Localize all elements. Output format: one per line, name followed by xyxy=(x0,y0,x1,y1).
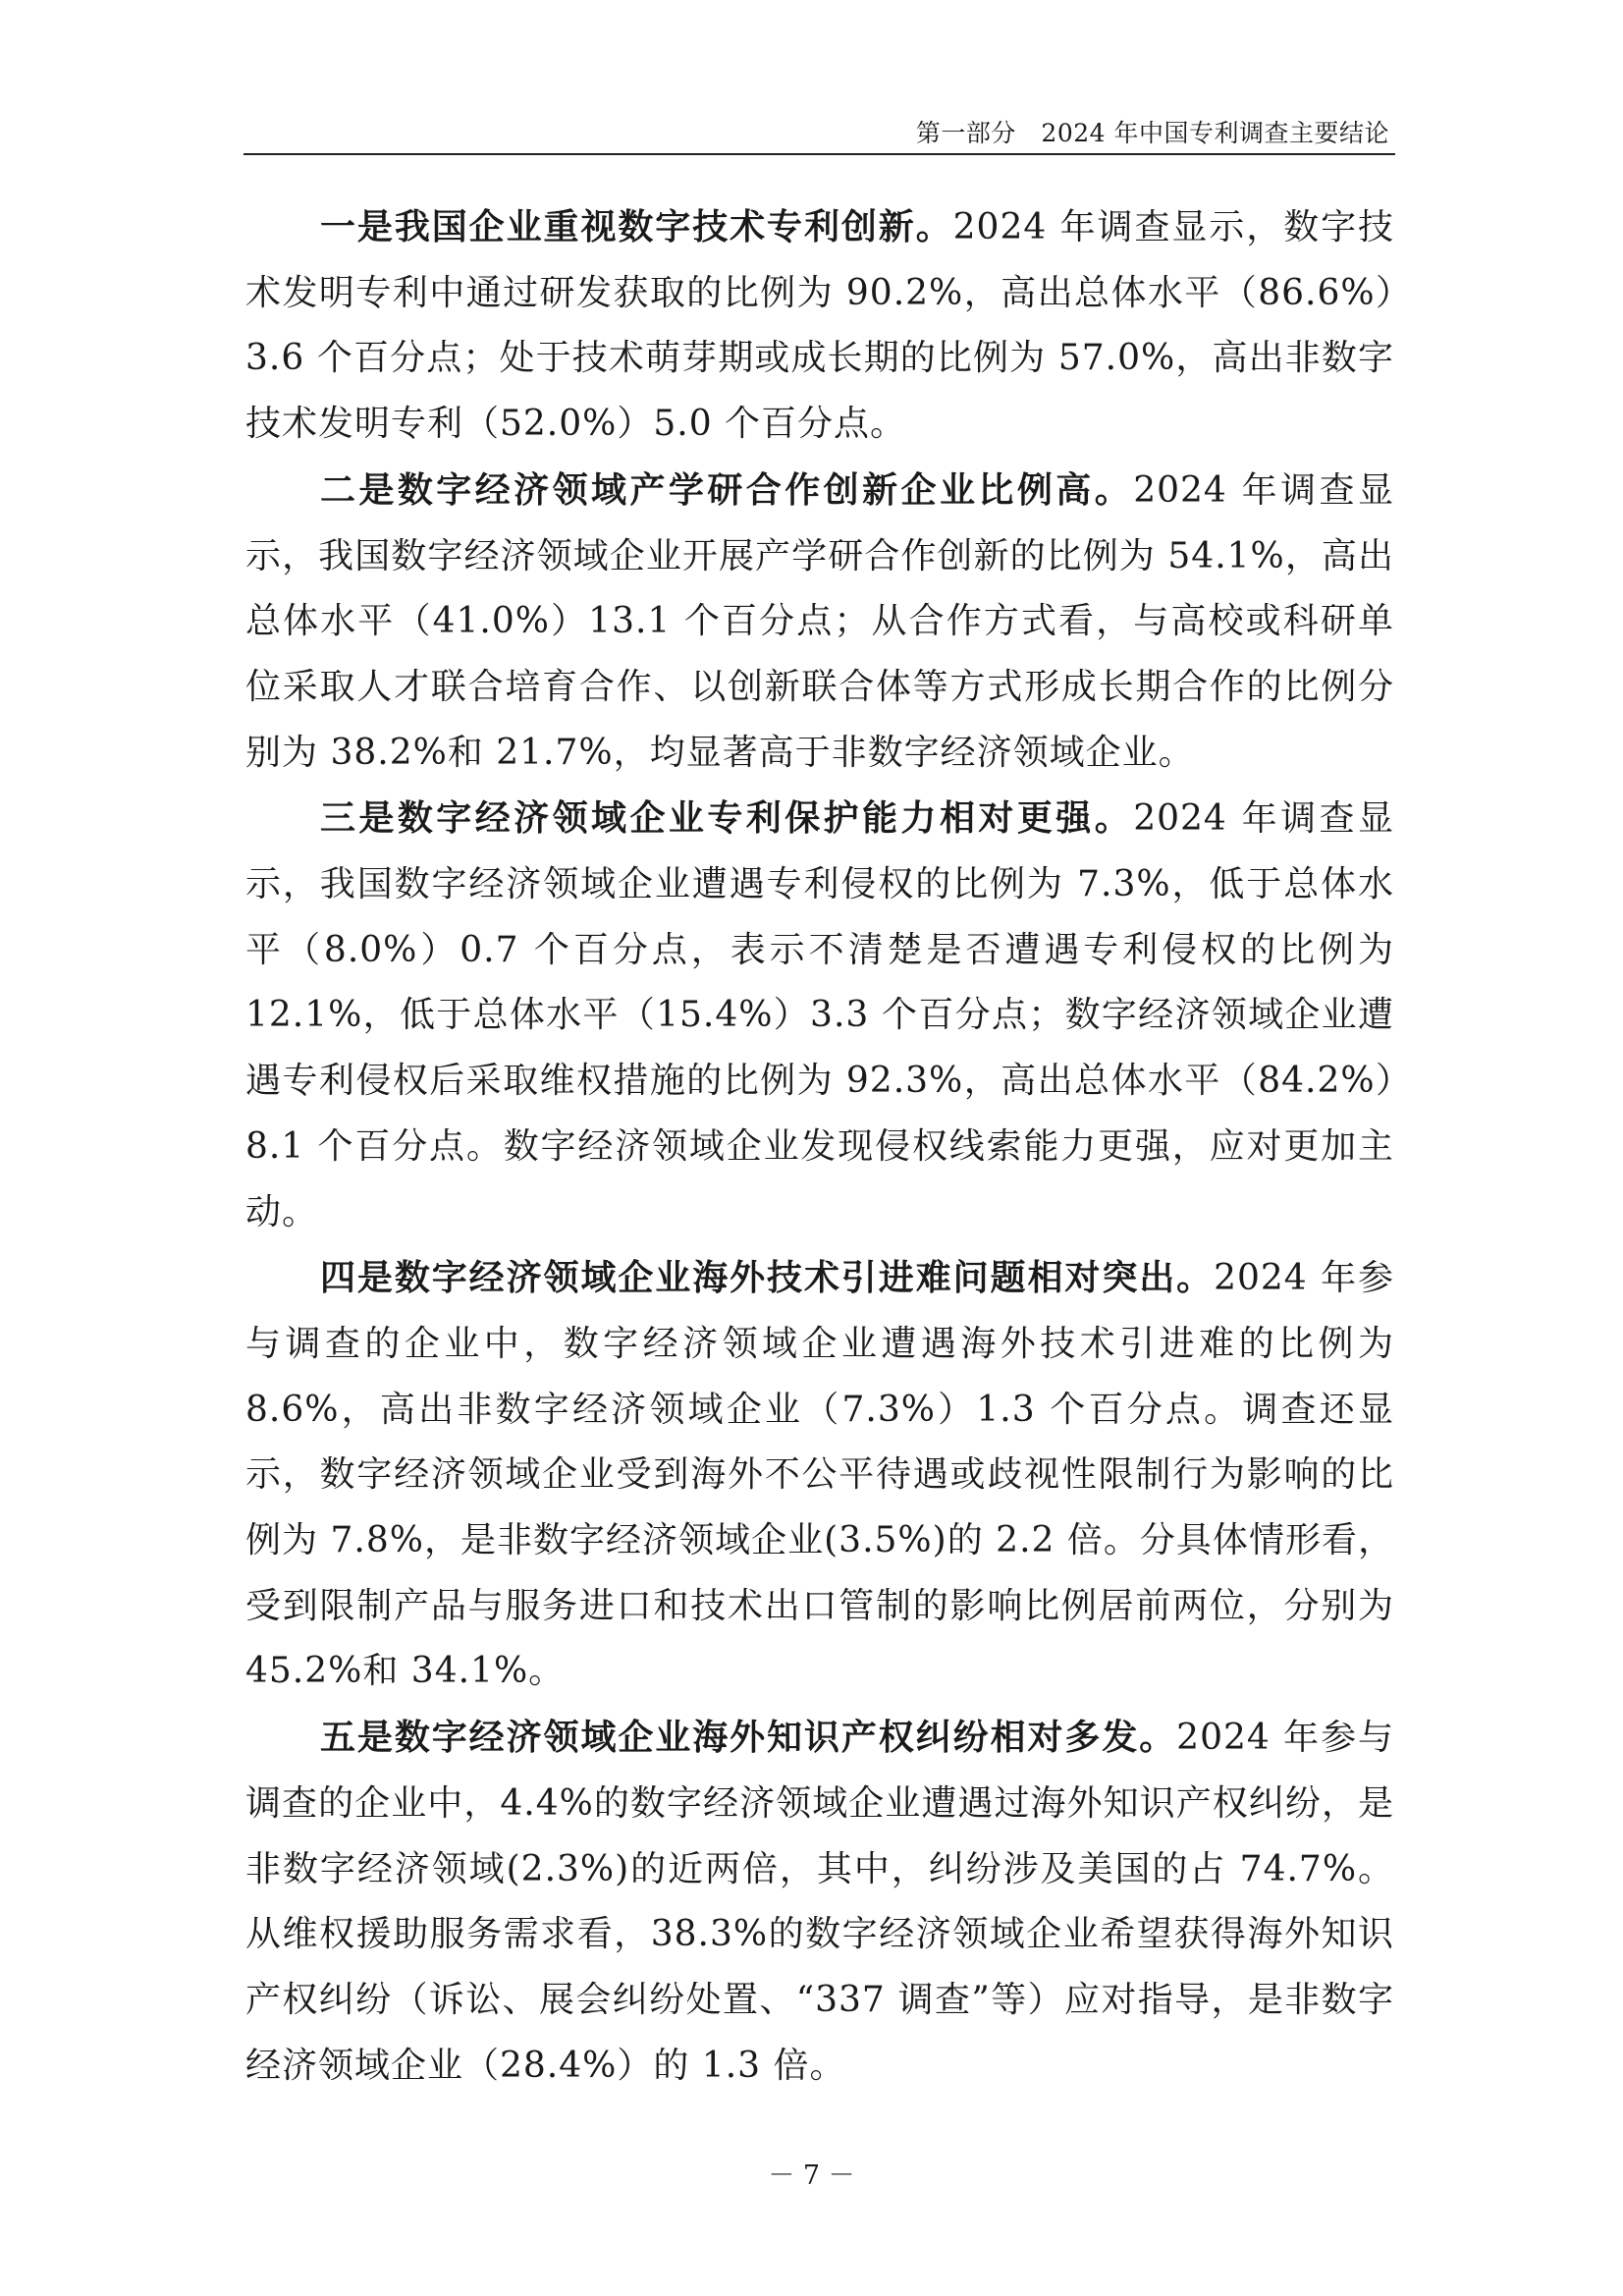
paragraph-lead: 三是数字经济领域企业专利保护能力相对更强。 xyxy=(320,797,1134,840)
paragraph-lead: 五是数字经济领域企业海外知识产权纠纷相对多发。 xyxy=(320,1717,1177,1759)
paragraph-text: 2024 年调查显示，数字技术发明专利中通过研发获取的比例为 90.2%，高出总体水平（86.6%）3.6 个百分点；处于技术萌芽期或成长期的比例为 57.0%，高出非数字技术发明专利（52.0%）5.0 个百分点。 xyxy=(245,207,1394,445)
paragraph-text: 2024 年调查显示，我国数字经济领域企业开展产学研合作创新的比例为 54.1%，高出总体水平（41.0%）13.1 个百分点；从合作方式看，与高校或科研单位采取人才联合培育合作、以创新联合体等方式形成长期合作的比例分别为 38.2%和 21.7%，均显著高于非数字经济领域企业。 xyxy=(245,469,1394,773)
header-title: 第一部分 2024 年中国专利调查主要结论 xyxy=(915,119,1389,147)
page-number: － 7 － xyxy=(768,2160,855,2191)
paragraph-4 xyxy=(245,1245,1394,1705)
paragraph-text: 2024 年参与调查的企业中，数字经济领域企业遭遇海外技术引进难的比例为 8.6%，高出非数字经济领域企业（7.3%）1.3 个百分点。调查还显示，数字经济领域企业受到海外不公平待遇或歧视性限制行为影响的比例为 7.8%，是非数字经济领域企业(3.5%)的 2.2 倍。分具体情形看，受到限制产品与服务进口和技术出口管制的影响比例居前两位，分别为 45.2%和 34.1%。 xyxy=(245,1258,1394,1692)
paragraph-5 xyxy=(245,1705,1394,2099)
paragraph-lead: 四是数字经济领域企业海外技术引进难问题相对突出。 xyxy=(320,1257,1215,1299)
paragraph-text: 2024 年调查显示，我国数字经济领域企业遭遇专利侵权的比例为 7.3%，低于总体水平（8.0%）0.7 个百分点，表示不清楚是否遭遇专利侵权的比例为 12.1%，低于总体水平（15.4%）3.3 个百分点；数字经济领域企业遭遇专利侵权后采取维权措施的比例为 92.3%，高出总体水平（84.2%）8.1 个百分点。数字经济领域企业发现侵权线索能力更强，应对更加主动。 xyxy=(245,798,1394,1232)
paragraph-2 xyxy=(245,458,1394,787)
paragraph-3 xyxy=(245,786,1394,1245)
paragraph-lead: 一是我国企业重视数字技术专利创新。 xyxy=(320,206,953,247)
paragraph-1 xyxy=(245,194,1394,458)
running-header xyxy=(243,110,1395,155)
body-text xyxy=(245,194,1394,2099)
paragraph-lead: 二是数字经济领域产学研合作创新企业比例高。 xyxy=(320,468,1134,511)
paragraph-text: 2024 年参与调查的企业中，4.4%的数字经济领域企业遭遇过海外知识产权纠纷，是非数字经济领域(2.3%)的近两倍，其中，纠纷涉及美国的占 74.7%。从维权援助服务需求看，38.3%的数字经济领域企业希望获得海外知识产权纠纷（诉讼、展会纠纷处置、“337 调查”等）应对指导，是非数字经济领域企业（28.4%）的 1.3 倍。 xyxy=(245,1718,1394,2086)
